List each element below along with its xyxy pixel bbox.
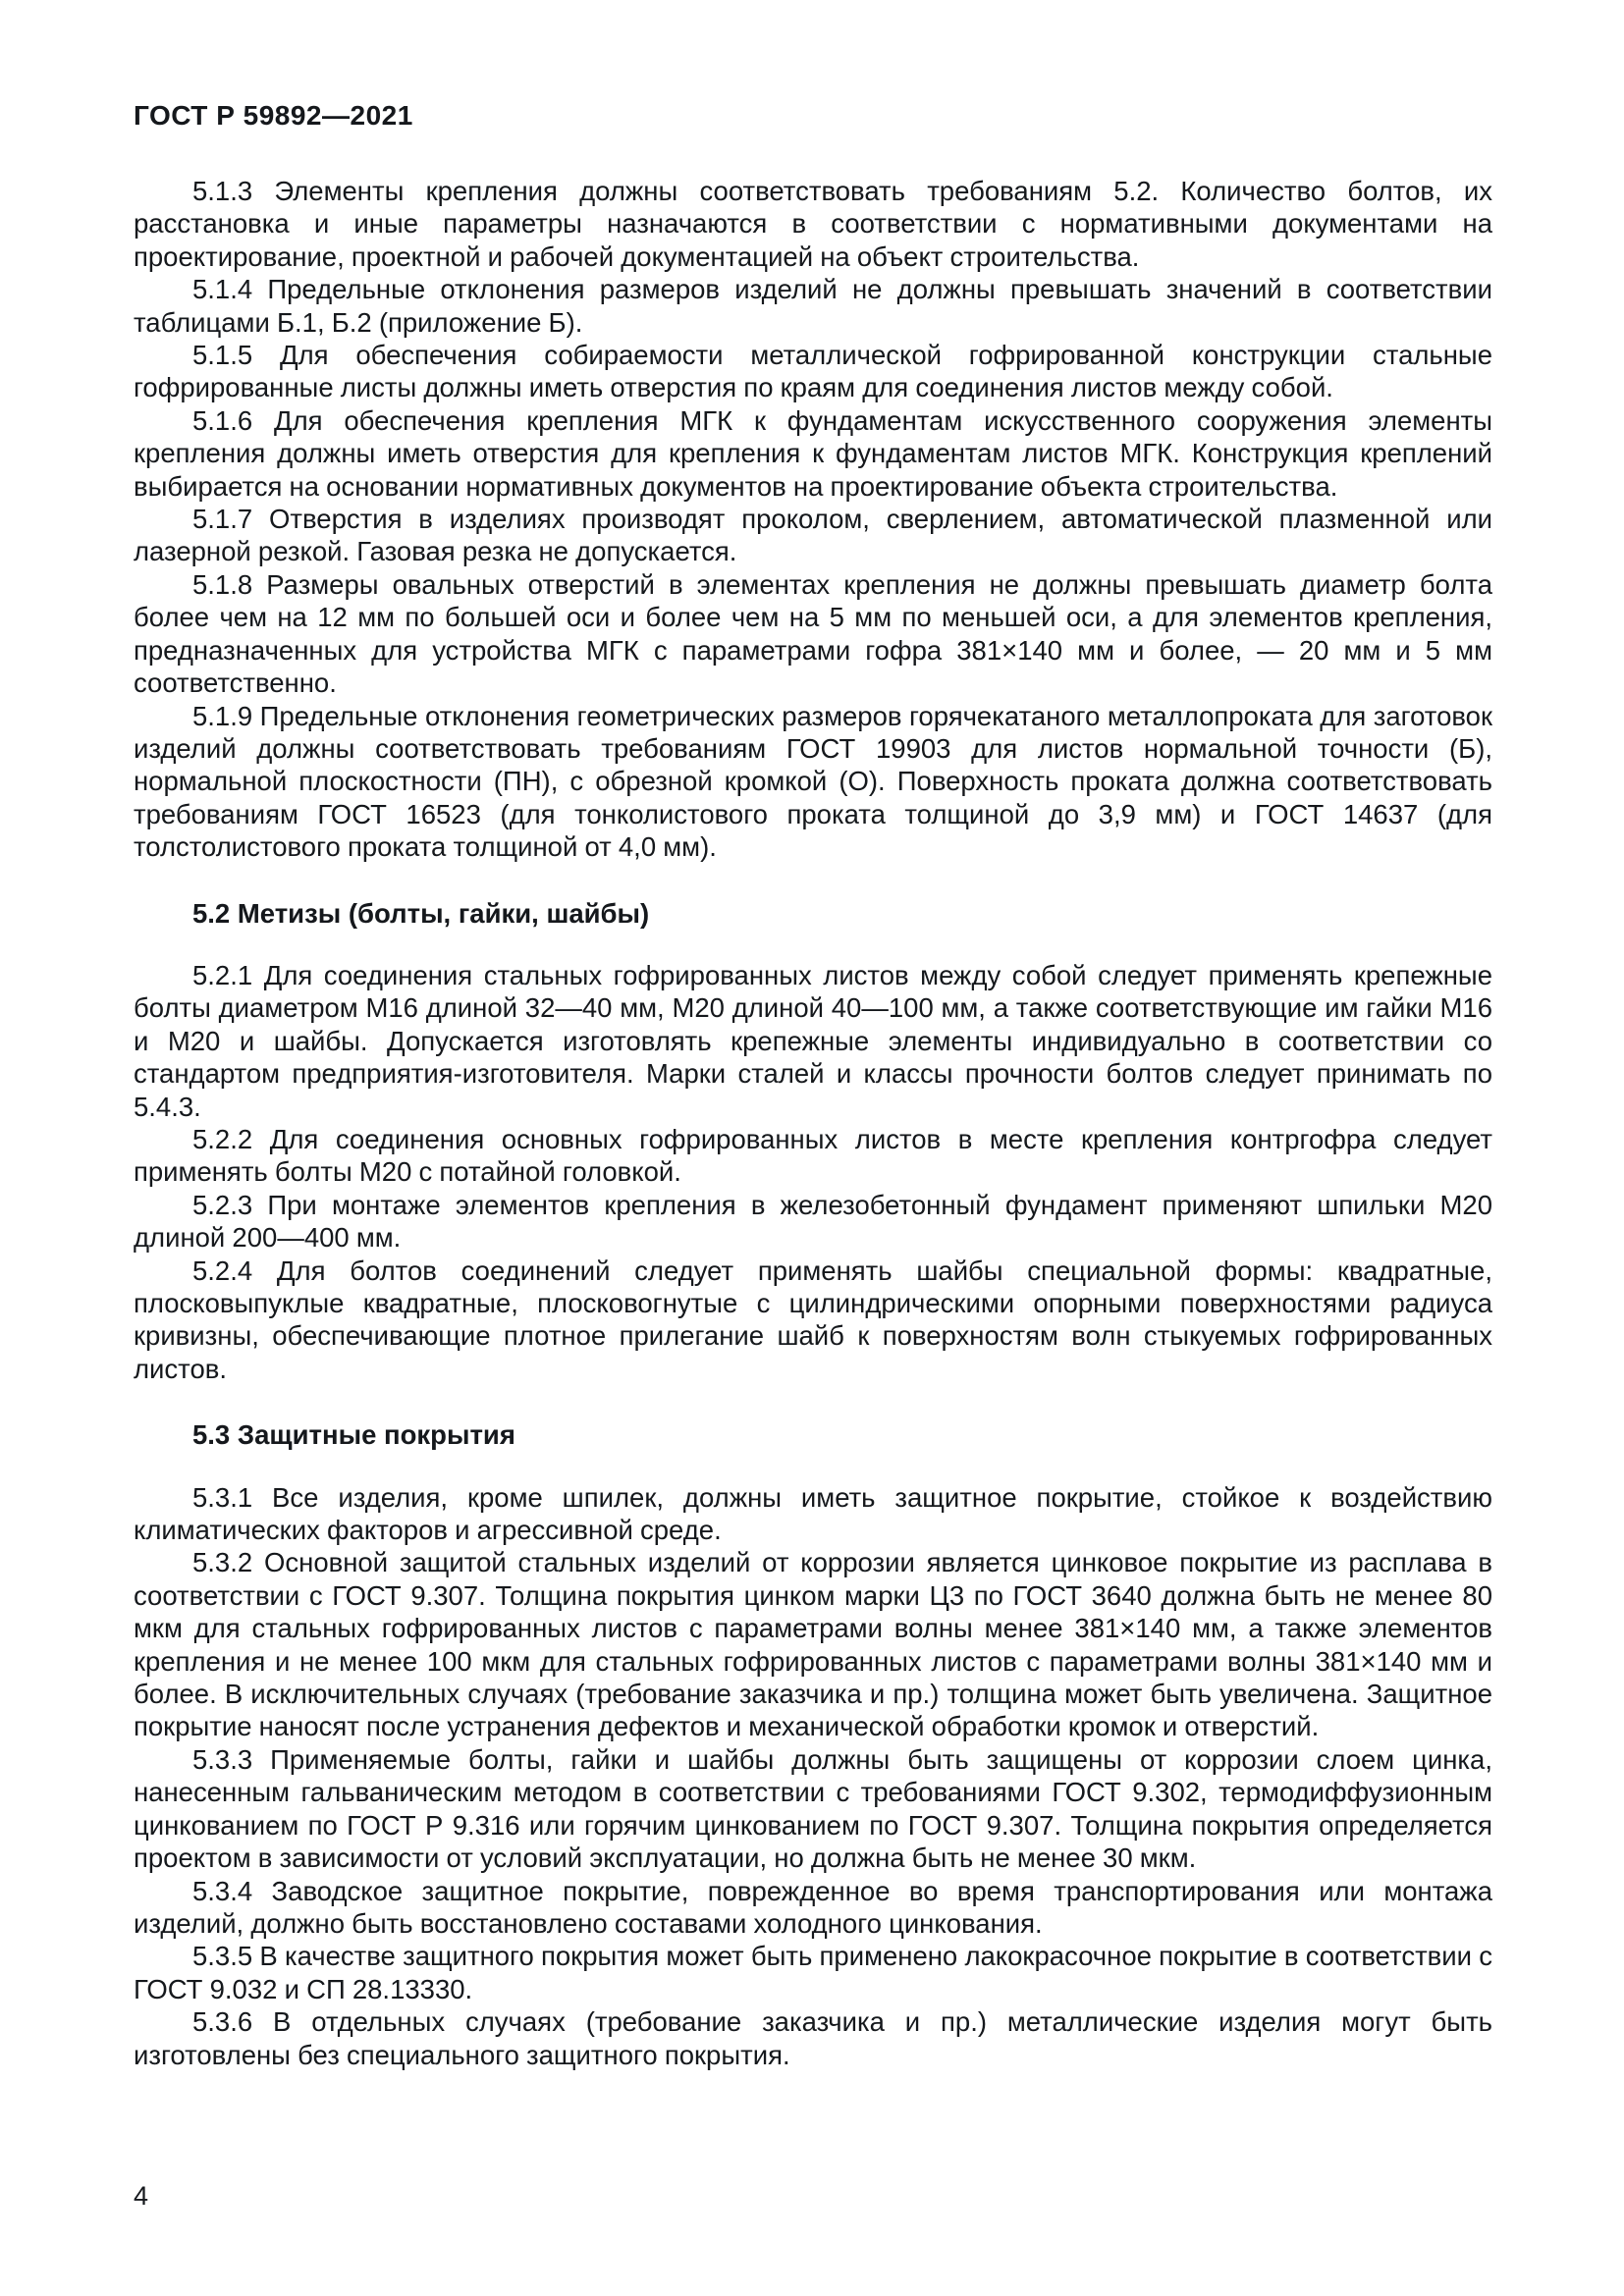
paragraph-5-1-8: 5.1.8 Размеры овальных отверстий в элементах крепления не должны превышать диаметр болта более чем на 12 мм по большей оси и более чем на 5 мм по меньшей оси, а для элементов крепления, предназначенных для устройства МГК с параметрами гофра 381×140 мм и более, — 20 мм и 5 мм соответственно.	[134, 568, 1492, 699]
paragraph-5-1-4: 5.1.4 Предельные отклонения размеров изделий не должны превышать значений в соответствии таблицами Б.1, Б.2 (приложение Б).	[134, 274, 1492, 338]
paragraph-5-1-6: 5.1.6 Для обеспечения крепления МГК к фундаментам искусственного сооружения элементы крепления должны иметь отверстия для крепления к фундаментам листов МГК. Конструкция креплений выбирается на основании нормативных документов на проектирование объекта строительства.	[134, 404, 1492, 502]
paragraph-5-1-5: 5.1.5 Для обеспечения собираемости металлической гофрированной конструкции стальные гофрированные листы должны иметь отверстия по краям для соединения листов между собой.	[134, 340, 1492, 403]
paragraph-5-1-9: 5.1.9 Предельные отклонения геометрических размеров горячекатаного металлопроката для заготовок изделий должны соответствовать требованиям ГОСТ 19903 для листов нормальной точности (Б), нормальной плоскостности (ПН), с обрезной кромкой (О). Поверхность проката должна соответствовать требованиям ГОСТ 16523 (для тонколистового проката толщиной до 3,9 мм) и ГОСТ 14637 (для толстолистового проката толщиной от 4,0 мм).	[134, 700, 1492, 863]
section-heading-5-3: 5.3 Защитные покрытия	[192, 1419, 515, 1451]
document-body	[134, 175, 1492, 2071]
paragraph-5-2-2: 5.2.2 Для соединения основных гофрированных листов в месте крепления контргофра следует применять болты М20 с потайной головкой.	[134, 1123, 1492, 1188]
paragraph-5-2-3: 5.2.3 При монтаже элементов крепления в железобетонный фундамент применяют шпильки М20 длиной 200—400 мм.	[134, 1189, 1492, 1254]
paragraph-5-2-1: 5.2.1 Для соединения стальных гофрированных листов между собой следует применять крепежные болты диаметром М16 длиной 32—40 мм, М20 длиной 40—100 мм, а также соответствующие им гайки М16 и М20 и шайбы. Допускается изготовлять крепежные элементы индивидуально в соответствии со стандартом предприятия-изготовителя. Марки сталей и классы прочности болтов следует принимать по 5.4.3.	[134, 959, 1492, 1122]
paragraph-5-3-1: 5.3.1 Все изделия, кроме шпилек, должны иметь защитное покрытие, стойкое к воздействию климатических факторов и агрессивной среде.	[134, 1481, 1492, 1546]
paragraph-5-3-2: 5.3.2 Основной защитой стальных изделий от коррозии является цинковое покрытие из расплава в соответствии с ГОСТ 9.307. Толщина покрытия цинком марки Ц3 по ГОСТ 3640 должна быть не менее 80 мкм для стальных гофрированных листов с параметрами волны менее 381×140 мм, а также элементов крепления и не менее 100 мкм для стальных гофрированных листов с параметрами волны 381×140 мм и более. В исключительных случаях (требование заказчика и пр.) толщина может быть увеличена. Защитное покрытие наносят после устранения дефектов и механической обработки кромок и отверстий.	[134, 1547, 1492, 1742]
section-heading-5-2: 5.2 Метизы (болты, гайки, шайбы)	[192, 897, 650, 929]
paragraph-5-3-5: 5.3.5 В качестве защитного покрытия может быть применено лакокрасочное покрытие в соответствии с ГОСТ 9.032 и СП 28.13330.	[134, 1941, 1492, 2004]
paragraph-5-3-6: 5.3.6 В отдельных случаях (требование заказчика и пр.) металлические изделия могут быть изготовлены без специального защитного покрытия.	[134, 2006, 1492, 2070]
document-code-header: ГОСТ Р 59892—2021	[134, 100, 413, 131]
paragraph-5-2-4: 5.2.4 Для болтов соединений следует применять шайбы специальной формы: квадратные, плосковыпуклые квадратные, плосковогнутые с цилиндрическими опорными поверхностями радиуса кривизны, обеспечивающие плотное прилегание шайб к поверхностям волн стыкуемых гофрированных листов.	[134, 1255, 1492, 1384]
paragraph-5-1-7: 5.1.7 Отверстия в изделиях производят проколом, сверлением, автоматической плазменной или лазерной резкой. Газовая резка не допускается.	[134, 504, 1492, 567]
page-number: 4	[134, 2181, 149, 2211]
paragraph-5-1-3: 5.1.3 Элементы крепления должны соответствовать требованиям 5.2. Количество болтов, их расстановка и иные параметры назначаются в соответствии с нормативными документами на проектирование, проектной и рабочей документацией на объект строительства.	[134, 176, 1492, 272]
paragraph-5-3-3: 5.3.3 Применяемые болты, гайки и шайбы должны быть защищены от коррозии слоем цинка, нанесенным гальваническим методом в соответствии с требованиями ГОСТ 9.302, термодиффузионным цинкованием по ГОСТ Р 9.316 или горячим цинкованием по ГОСТ 9.307. Толщина покрытия определяется проектом в зависимости от условий эксплуатации, но должна быть не менее 30 мкм.	[134, 1743, 1492, 1874]
paragraph-5-3-4: 5.3.4 Заводское защитное покрытие, поврежденное во время транспортирования или монтажа изделий, должно быть восстановлено составами холодного цинкования.	[134, 1875, 1492, 1939]
